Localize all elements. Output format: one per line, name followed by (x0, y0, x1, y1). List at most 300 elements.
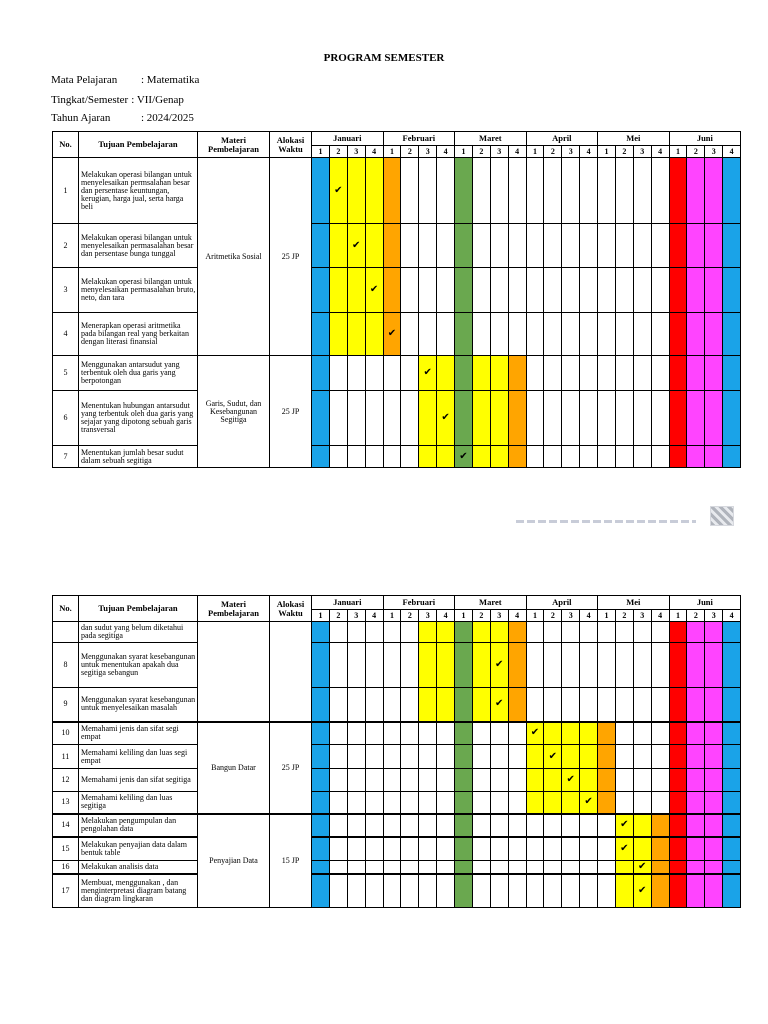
week-cell (437, 224, 455, 268)
week-cell (329, 745, 347, 769)
week-cell (365, 268, 383, 313)
week-cell (526, 313, 544, 356)
week-cell (401, 861, 419, 874)
week-cell (472, 356, 490, 391)
week-cell (383, 446, 401, 468)
schedule-table-2 (52, 595, 741, 908)
week-cell (705, 391, 723, 446)
week-cell (544, 688, 562, 722)
week-cell (598, 391, 616, 446)
week-cell (669, 224, 687, 268)
week-cell (472, 792, 490, 814)
week-cell (365, 769, 383, 792)
row-tujuan: Menentukan jumlah besar sudut dalam sebuah segitiga (79, 446, 198, 468)
week-cell (365, 643, 383, 688)
check-mark-icon: ✔ (369, 284, 379, 295)
week-cell (580, 792, 598, 814)
week-cell (347, 745, 365, 769)
week-cell (598, 814, 616, 837)
check-mark-icon: ✔ (495, 659, 504, 670)
week-cell (472, 769, 490, 792)
week-cell (633, 622, 651, 643)
week-cell (329, 268, 347, 313)
week-cell (580, 391, 598, 446)
week-cell (347, 874, 365, 908)
week-cell (472, 313, 490, 356)
week-cell (455, 792, 473, 814)
week-cell (651, 268, 669, 313)
week-cell (526, 622, 544, 643)
week-cell (419, 745, 437, 769)
week-cell (705, 792, 723, 814)
header-week: 4 (580, 146, 598, 158)
table-row (53, 861, 741, 874)
week-cell (669, 268, 687, 313)
week-cell (365, 356, 383, 391)
week-cell (401, 158, 419, 224)
week-cell (580, 745, 598, 769)
week-cell (329, 861, 347, 874)
week-cell (437, 722, 455, 745)
week-cell (312, 861, 330, 874)
week-cell (633, 643, 651, 688)
week-cell (723, 356, 741, 391)
week-cell (562, 688, 580, 722)
week-cell (580, 313, 598, 356)
week-cell (562, 622, 580, 643)
header-week: 1 (526, 146, 544, 158)
header-month: Maret (455, 596, 527, 610)
header-week: 1 (312, 610, 330, 622)
week-cell (562, 722, 580, 745)
header-week: 1 (669, 610, 687, 622)
week-cell (419, 837, 437, 861)
check-mark-icon: ✔ (459, 450, 468, 462)
week-cell (508, 268, 526, 313)
week-cell (669, 688, 687, 722)
week-cell (615, 722, 633, 745)
week-cell (687, 622, 705, 643)
week-cell (705, 861, 723, 874)
week-cell (705, 874, 723, 908)
week-cell (437, 745, 455, 769)
week-cell (329, 224, 347, 268)
week-cell (490, 722, 508, 745)
week-cell (705, 814, 723, 837)
check-mark-icon: ✔ (584, 796, 593, 808)
week-cell (705, 622, 723, 643)
week-cell (401, 224, 419, 268)
row-materi (198, 622, 270, 722)
week-cell (615, 391, 633, 446)
week-cell (633, 158, 651, 224)
week-cell (723, 622, 741, 643)
row-tujuan: Membuat, menggunakan , dan menginterpretasi diagram batang dan diagram lingkaran (79, 874, 198, 908)
header-week: 4 (723, 146, 741, 158)
row-alokasi: 15 JP (270, 814, 312, 908)
row-number: 11 (53, 745, 79, 769)
week-cell (633, 446, 651, 468)
week-cell (580, 158, 598, 224)
week-cell (401, 446, 419, 468)
week-cell (347, 861, 365, 874)
check-mark-icon: ✔ (620, 842, 629, 854)
row-tujuan: Melakukan penyajian data dalam bentuk table (79, 837, 198, 861)
row-tujuan: Melakukan operasi bilangan untuk menyelesaikan permasalahan bruto, neto, dan tara (79, 268, 198, 313)
week-cell (383, 158, 401, 224)
week-cell (455, 769, 473, 792)
week-cell (705, 745, 723, 769)
week-cell (508, 792, 526, 814)
week-cell (312, 224, 330, 268)
row-number: 15 (53, 837, 79, 861)
week-cell (705, 722, 723, 745)
header-week: 3 (490, 146, 508, 158)
week-cell (651, 792, 669, 814)
week-cell (472, 861, 490, 874)
header-week: 3 (633, 146, 651, 158)
row-number: 1 (53, 158, 79, 224)
header-month: Januari (312, 596, 384, 610)
week-cell (687, 792, 705, 814)
header-week: 1 (455, 610, 473, 622)
row-tujuan: Melakukan analisis data (79, 861, 198, 874)
week-cell (651, 814, 669, 837)
meta-grade-value: : VII/Genap (131, 94, 184, 106)
week-cell (544, 722, 562, 745)
week-cell (490, 643, 508, 688)
row-number: 3 (53, 268, 79, 313)
week-cell (383, 643, 401, 688)
week-cell (705, 224, 723, 268)
header-week: 2 (472, 146, 490, 158)
week-cell (419, 158, 437, 224)
week-cell (633, 268, 651, 313)
week-cell (669, 356, 687, 391)
week-cell (651, 745, 669, 769)
week-cell (687, 158, 705, 224)
week-cell (437, 446, 455, 468)
row-number: 5 (53, 356, 79, 391)
week-cell (580, 622, 598, 643)
header-month: April (526, 132, 598, 146)
row-tujuan: Menentukan hubungan antarsudut yang terbentuk oleh dua garis yang sejajar yang dipotong sebuah garis transversal (79, 391, 198, 446)
week-cell (329, 722, 347, 745)
row-alokasi: 25 JP (270, 158, 312, 356)
week-cell (365, 861, 383, 874)
header-week: 3 (633, 610, 651, 622)
week-cell (562, 745, 580, 769)
week-cell (562, 313, 580, 356)
header-alokasi: Alokasi Waktu (270, 132, 312, 158)
week-cell (669, 769, 687, 792)
week-cell (490, 313, 508, 356)
week-cell (472, 158, 490, 224)
header-week: 1 (383, 146, 401, 158)
week-cell (633, 745, 651, 769)
week-cell (598, 688, 616, 722)
week-cell (723, 446, 741, 468)
week-cell (687, 313, 705, 356)
meta-year (51, 112, 194, 124)
page-footer-watermark (516, 520, 736, 524)
header-row (53, 596, 741, 610)
week-cell (580, 268, 598, 313)
week-cell (347, 356, 365, 391)
week-cell (401, 688, 419, 722)
week-cell (633, 861, 651, 874)
week-cell (544, 446, 562, 468)
header-week: 2 (544, 146, 562, 158)
row-materi: Garis, Sudut, dan Kesebangunan Segitiga (198, 356, 270, 468)
week-cell (329, 446, 347, 468)
table-row (53, 745, 741, 769)
check-mark-icon: ✔ (334, 184, 343, 196)
week-cell (669, 874, 687, 908)
week-cell (633, 356, 651, 391)
header-week: 4 (723, 610, 741, 622)
week-cell (437, 158, 455, 224)
week-cell (419, 769, 437, 792)
week-cell (437, 861, 455, 874)
week-cell (455, 688, 473, 722)
week-cell (651, 158, 669, 224)
week-cell (508, 356, 526, 391)
week-cell (580, 446, 598, 468)
week-cell (705, 688, 723, 722)
week-cell (687, 391, 705, 446)
week-cell (437, 874, 455, 908)
week-cell (437, 622, 455, 643)
week-cell (383, 814, 401, 837)
week-cell (419, 356, 437, 391)
week-cell (312, 356, 330, 391)
table-row (53, 224, 741, 268)
check-mark-icon: ✔ (548, 750, 558, 762)
week-cell (383, 745, 401, 769)
week-cell (365, 391, 383, 446)
week-cell (544, 792, 562, 814)
week-cell (490, 224, 508, 268)
row-materi: Penyajian Data (198, 814, 270, 908)
row-tujuan: Menggunakan antarsudut yang terbentuk oleh dua garis yang berpotongan (79, 356, 198, 391)
week-cell (526, 874, 544, 908)
week-cell (598, 158, 616, 224)
week-cell (651, 769, 669, 792)
week-cell (526, 745, 544, 769)
week-cell (455, 861, 473, 874)
week-cell (401, 622, 419, 643)
meta-year-label: Tahun Ajaran (51, 112, 111, 124)
week-cell (383, 861, 401, 874)
row-tujuan: Memahami keliling dan luas segitiga (79, 792, 198, 814)
header-week: 1 (526, 610, 544, 622)
week-cell (508, 158, 526, 224)
header-materi: Materi Pembelajaran (198, 596, 270, 622)
week-cell (419, 224, 437, 268)
week-cell (687, 268, 705, 313)
week-cell (633, 814, 651, 837)
week-cell (705, 356, 723, 391)
week-cell (580, 874, 598, 908)
week-cell (472, 268, 490, 313)
week-cell (723, 769, 741, 792)
week-cell (544, 814, 562, 837)
table-row (53, 622, 741, 643)
week-cell (615, 224, 633, 268)
week-cell (687, 861, 705, 874)
week-cell (365, 792, 383, 814)
week-cell (723, 874, 741, 908)
week-cell (723, 837, 741, 861)
table-row (53, 268, 741, 313)
row-number: 14 (53, 814, 79, 837)
week-cell (615, 792, 633, 814)
week-cell (544, 313, 562, 356)
week-cell (526, 814, 544, 837)
week-cell (383, 769, 401, 792)
week-cell (312, 874, 330, 908)
check-mark-icon: ✔ (530, 727, 540, 739)
week-cell (365, 688, 383, 722)
table-row (53, 158, 741, 224)
week-cell (365, 874, 383, 908)
week-cell (419, 268, 437, 313)
week-cell (633, 722, 651, 745)
header-week: 2 (401, 146, 419, 158)
week-cell (490, 792, 508, 814)
check-mark-icon: ✔ (495, 698, 504, 710)
week-cell (347, 268, 365, 313)
week-cell (401, 391, 419, 446)
week-cell (347, 688, 365, 722)
week-cell (544, 837, 562, 861)
row-number: 8 (53, 643, 79, 688)
week-cell (615, 861, 633, 874)
week-cell (615, 874, 633, 908)
week-cell (669, 792, 687, 814)
week-cell (580, 814, 598, 837)
week-cell (347, 837, 365, 861)
week-cell (329, 391, 347, 446)
week-cell (490, 622, 508, 643)
week-cell (508, 313, 526, 356)
header-week: 4 (437, 146, 455, 158)
week-cell (562, 814, 580, 837)
meta-year-value: : 2024/2025 (141, 112, 194, 124)
row-number (53, 622, 79, 643)
week-cell (365, 313, 383, 356)
week-cell (526, 446, 544, 468)
header-week: 3 (347, 610, 365, 622)
week-cell (562, 268, 580, 313)
week-cell (544, 356, 562, 391)
week-cell (705, 158, 723, 224)
week-cell (544, 622, 562, 643)
week-cell (615, 837, 633, 861)
check-mark-icon: ✔ (423, 367, 432, 378)
table-row (53, 446, 741, 468)
row-tujuan: Memahami jenis dan sifat segi empat (79, 722, 198, 745)
header-week: 2 (329, 610, 347, 622)
week-cell (455, 268, 473, 313)
row-alokasi: 25 JP (270, 722, 312, 814)
week-cell (508, 745, 526, 769)
row-tujuan: Menggunakan syarat kesebangunan untuk menentukan apakah dua segitiga sebangun (79, 643, 198, 688)
week-cell (312, 622, 330, 643)
row-alokasi (270, 622, 312, 722)
week-cell (669, 622, 687, 643)
week-cell (437, 837, 455, 861)
week-cell (437, 268, 455, 313)
header-month: Juni (669, 596, 741, 610)
week-cell (526, 158, 544, 224)
week-cell (615, 814, 633, 837)
row-number: 7 (53, 446, 79, 468)
table-row (53, 769, 741, 792)
week-cell (580, 356, 598, 391)
week-cell (723, 391, 741, 446)
table-row (53, 688, 741, 722)
week-cell (526, 837, 544, 861)
week-cell (472, 874, 490, 908)
header-week: 3 (347, 146, 365, 158)
week-cell (669, 837, 687, 861)
week-cell (472, 446, 490, 468)
week-cell (651, 722, 669, 745)
week-cell (383, 313, 401, 356)
week-cell (669, 861, 687, 874)
week-cell (687, 224, 705, 268)
week-cell (312, 769, 330, 792)
week-cell (544, 158, 562, 224)
header-week: 4 (437, 610, 455, 622)
header-week: 1 (598, 146, 616, 158)
week-cell (437, 814, 455, 837)
week-cell (383, 224, 401, 268)
row-tujuan: Melakukan pengumpulan dan pengolahan data (79, 814, 198, 837)
week-cell (633, 391, 651, 446)
week-cell (580, 769, 598, 792)
week-cell (723, 313, 741, 356)
week-cell (347, 814, 365, 837)
header-no: No. (53, 132, 79, 158)
week-cell (598, 769, 616, 792)
week-cell (562, 391, 580, 446)
week-cell (687, 814, 705, 837)
week-cell (705, 643, 723, 688)
week-cell (312, 688, 330, 722)
header-week: 2 (329, 146, 347, 158)
week-cell (526, 224, 544, 268)
document-title: PROGRAM SEMESTER (323, 52, 445, 64)
week-cell (347, 643, 365, 688)
week-cell (615, 313, 633, 356)
table-row (53, 356, 741, 391)
week-cell (687, 837, 705, 861)
week-cell (401, 313, 419, 356)
week-cell (687, 745, 705, 769)
week-cell (562, 158, 580, 224)
week-cell (651, 874, 669, 908)
week-cell (598, 722, 616, 745)
week-cell (455, 446, 473, 468)
header-materi: Materi Pembelajaran (198, 132, 270, 158)
week-cell (437, 391, 455, 446)
schedule-table-1 (52, 131, 741, 468)
week-cell (472, 391, 490, 446)
week-cell (401, 722, 419, 745)
